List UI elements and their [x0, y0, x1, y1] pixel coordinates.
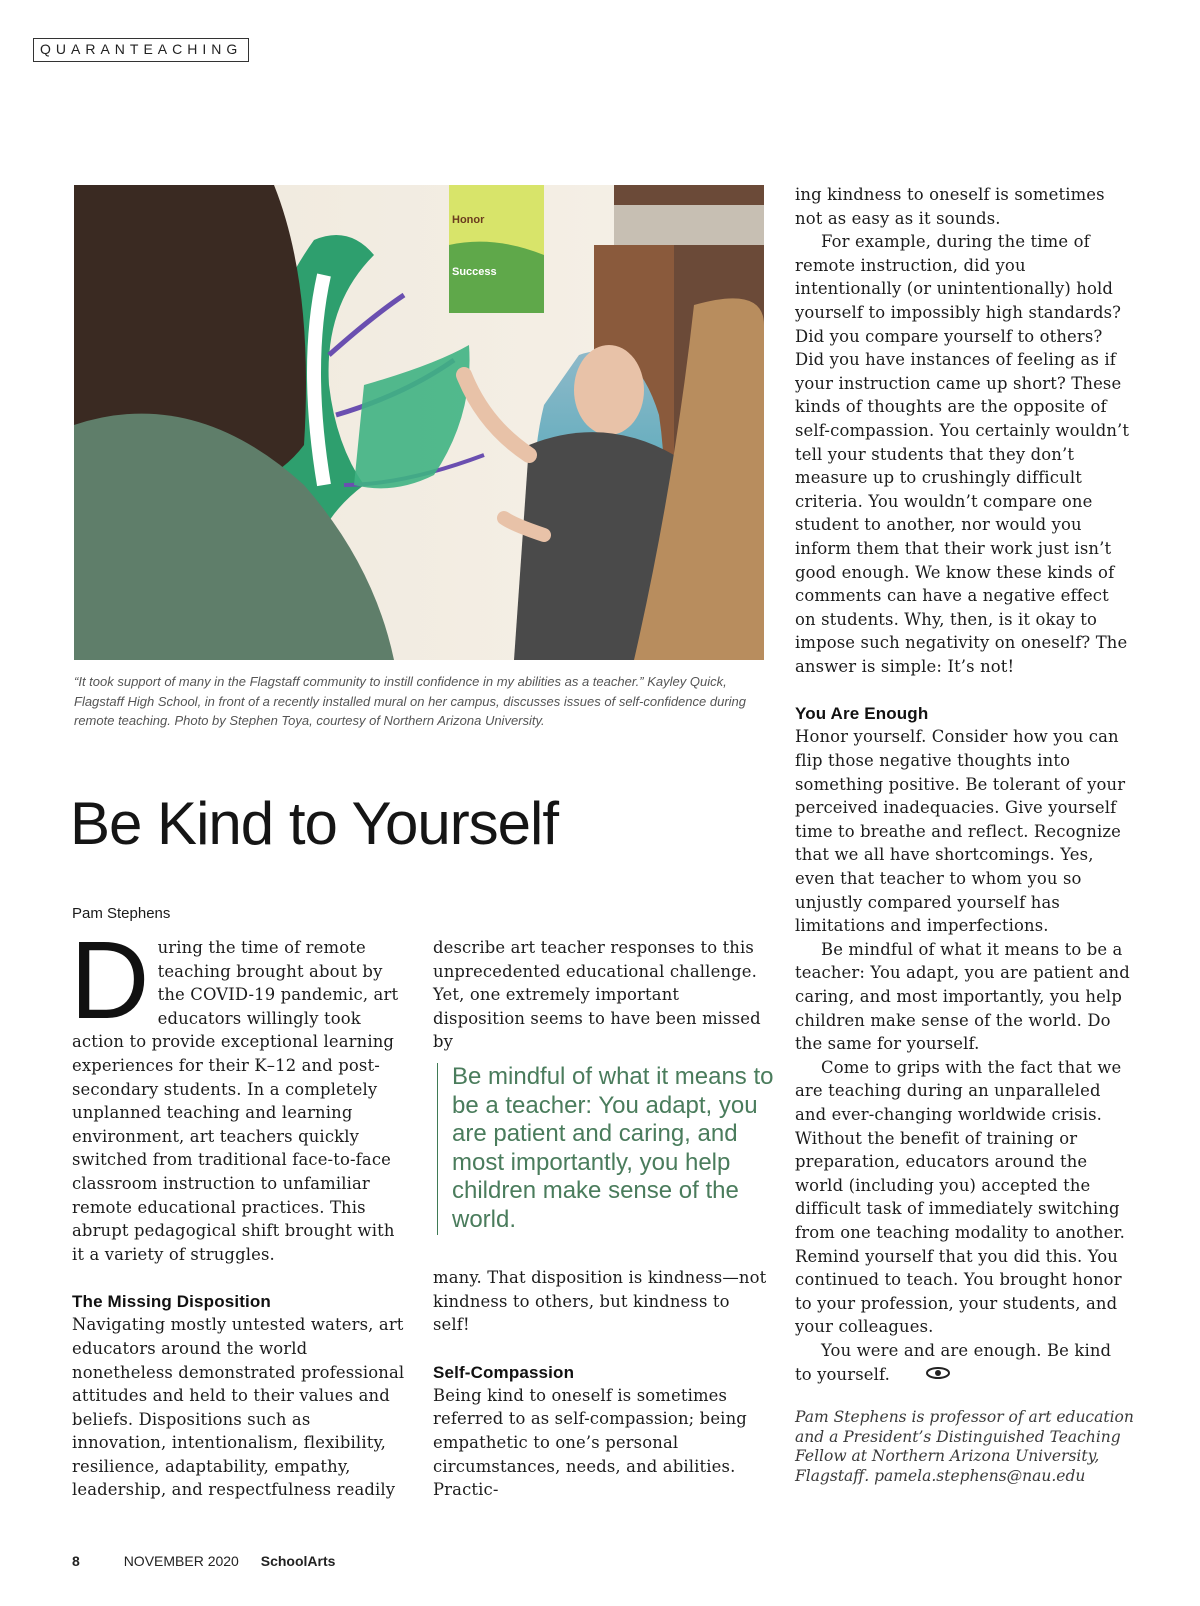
enough-paragraph-2: Be mindful of what it means to be a teacher: You adapt, you are patient and caring, and most importantly, you help children make sense of the world. Do the same for yourself.	[795, 939, 1130, 1054]
article-title: Be Kind to Yourself	[70, 790, 559, 857]
author-bio: Pam Stephens is professor of art education and a President’s Distinguished Teaching Fellow at Northern Arizona University, Flagstaff. pamela.stephens@nau.edu	[795, 1408, 1134, 1485]
author-byline: Pam Stephens	[72, 905, 171, 922]
closing-text: You were and are enough. Be kind to yourself.	[795, 1340, 1112, 1384]
intro-paragraph	[70, 919, 407, 1266]
kindness-paragraph: many. That disposition is kindness—not kindness to others, but kindness to self!	[433, 1268, 767, 1335]
column-1	[70, 919, 407, 1502]
poster-word-honor: Honor	[452, 214, 485, 226]
enough-paragraph-1: Honor yourself. Consider how you can flip those negative thoughts into something positive. Be tolerant of your perceived inadequacies. Give yourself time to breathe and reflect. Recognize that we all have shortcomings. Yes, even that teacher to whom you so unjustly compared yourself has limitations and imperfections.	[795, 727, 1126, 936]
issue-date: NOVEMBER 2020	[123, 1553, 239, 1569]
page-number: 8	[72, 1553, 80, 1569]
poster-word-success: Success	[452, 266, 497, 278]
article-photo	[74, 185, 764, 660]
column-2	[433, 936, 768, 1054]
poster	[449, 185, 544, 313]
column-3-top-text: ing kindness to oneself is sometimes not as easy as it sounds.	[795, 185, 1105, 228]
missing-paragraph: Navigating mostly untested waters, art educators around the world nonetheless demonstrated professional attitudes and held to their values and beliefs. Dispositions such as innovation, intentionalism, flexibility, resilience, adaptability, empathy, leadership, and respectfulness readily	[72, 1315, 405, 1500]
enough-paragraph-4	[795, 1339, 1130, 1387]
heading-missing-disposition: The Missing Disposition	[72, 1292, 271, 1312]
pull-quote: Be mindful of what it means to be a teacher: You adapt, you are patient and caring, and most importantly, you help children make sense of the world.	[437, 1063, 777, 1235]
magazine-name: SchoolArts	[260, 1553, 336, 1569]
drop-cap: D	[70, 919, 150, 1042]
enough-paragraph-3: Come to grips with the fact that we are teaching during an unparalleled and ever-changing worldwide crisis. Without the benefit of training or preparation, educators around the world (including you) accepted the difficult task of immediately switching from one teaching modality to another. Remind yourself that you did this. You continued to teach. You brought honor to your profession, your students, and your colleagues.	[795, 1057, 1126, 1337]
column-2-top-text: describe art teacher responses to this unprecedented educational challenge. Yet, one extremely important disposition seems to have been missed by	[433, 938, 761, 1052]
column-2-lower	[433, 1266, 768, 1502]
section-tag: QUARANTEACHING	[33, 38, 249, 62]
column-3	[795, 183, 1130, 1387]
heading-self-compassion: Self-Compassion	[433, 1362, 575, 1382]
example-paragraph: For example, during the time of remote instruction, did you intentionally (or unintentionally) hold yourself to impossibly high standards? Did you compare yourself to others? Did you have instances of feeling as if your instruction came up short? These kinds of thoughts are the opposite of self-compassion. You certainly wouldn’t tell your students that they don’t measure up to crushingly difficult criteria. You wouldn’t compare one student to another, nor would you inform them that their work just isn’t good enough. We know these kinds of comments can have a negative effect on students. Why, then, is it okay to impose such negativity on oneself? The answer is simple: It’s not!	[795, 232, 1130, 676]
self-compassion-paragraph: Being kind to oneself is sometimes referred to as self-compassion; being empathetic to one’s personal circumstances, needs, and abilities. Practic-	[433, 1385, 747, 1500]
end-mark-icon	[899, 1363, 951, 1387]
intro-text: uring the time of remote teaching brought about by the COVID-19 pandemic, art educators willingly took action to provide exceptional learning experiences for their K–12 and post-secondary students. In a completely unplanned teaching and learning environment, art teachers quickly switched from traditional face-to-face classroom instruction to unfamiliar remote educational practices. This abrupt pedagogical shift brought with it a variety of struggles.	[72, 938, 399, 1264]
page-footer	[72, 1553, 335, 1569]
photo-caption: “It took support of many in the Flagstaff community to instill confidence in my abilities as a teacher.” Kayley Quick, Flagstaff High School, in front of a recently installed mural on her campus, discusses issues of self-confidence during remote teaching. Photo by Stephen Toya, courtesy of Northern Arizona University.	[74, 674, 747, 728]
heading-you-are-enough: You Are Enough	[795, 704, 929, 724]
